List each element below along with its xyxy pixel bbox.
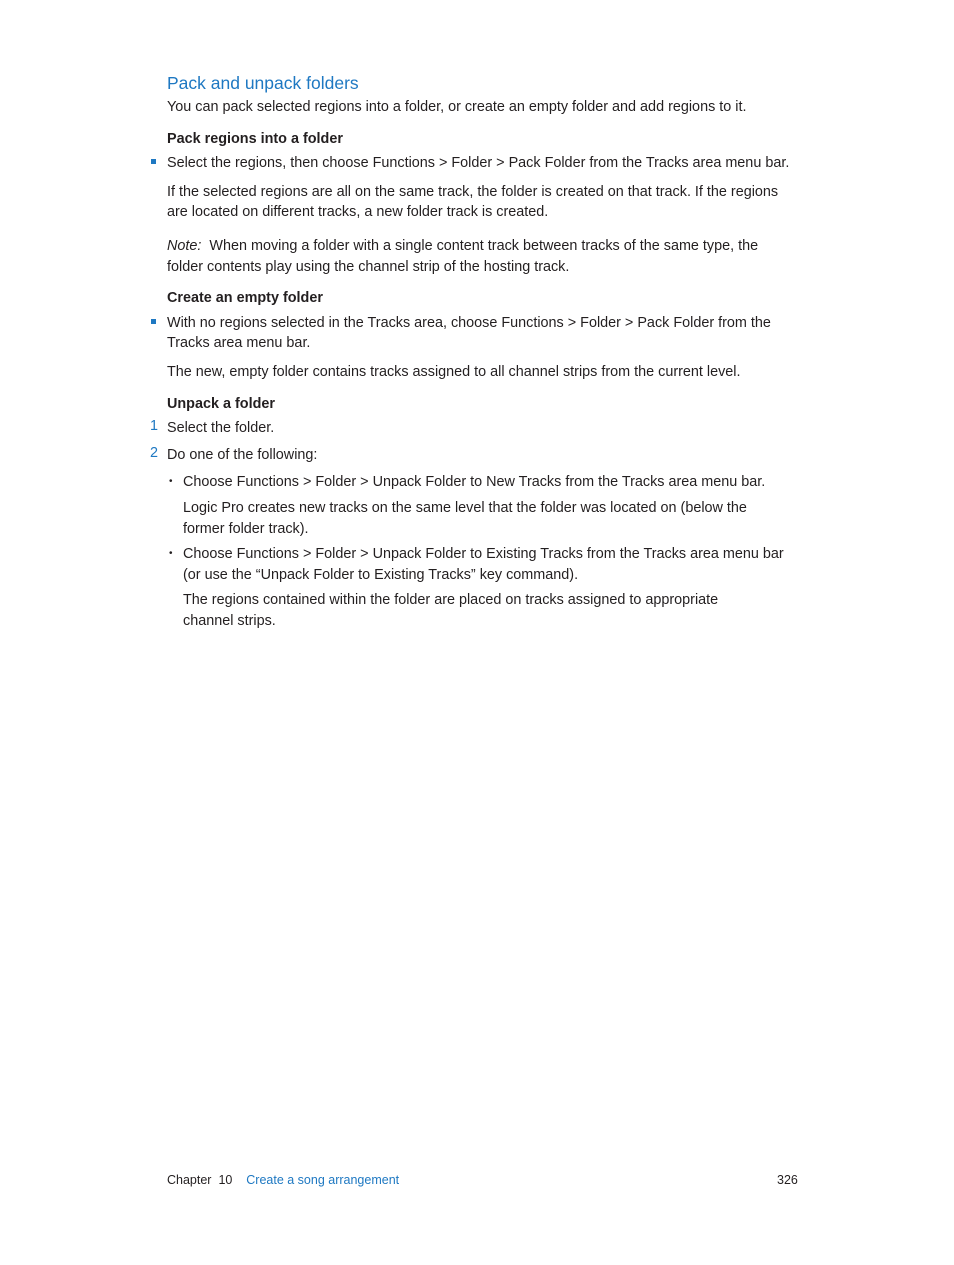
chapter-title-link[interactable]: Create a song arrangement: [246, 1173, 400, 1187]
note-label: Note:: [167, 238, 202, 254]
bullet1: Choose Functions > Folder > Unpack Folder to New Tracks from the Tracks area menu bar.: [183, 474, 766, 490]
section-title: Pack and unpack folders: [167, 73, 359, 93]
unpack-heading: Unpack a folder: [167, 396, 275, 412]
bullet1-para-line2: former folder track).: [183, 521, 309, 537]
pack-para-line1: If the selected regions are all on the same track, the folder is created on that track. If the regions: [167, 184, 779, 200]
bullet2-para-line1: The regions contained within the folder are placed on tracks assigned to appropriate: [183, 592, 719, 608]
step-number: 1: [150, 418, 159, 434]
pack-note-line1: [167, 236, 758, 257]
footer-chapter: [167, 1173, 399, 1187]
chapter-number: 10: [218, 1173, 233, 1187]
bullet-dot-icon: •: [169, 548, 173, 559]
empty-para: The new, empty folder contains tracks assigned to all channel strips from the current level.: [167, 364, 741, 380]
pack-para-line2: are located on different tracks, a new folder track is created.: [167, 204, 549, 220]
note-text: When moving a folder with a single content track between tracks of the same type, the: [209, 238, 759, 254]
pack-note-line2: folder contents play using the channel strip of the hosting track.: [167, 259, 570, 275]
pack-heading: Pack regions into a folder: [167, 131, 343, 147]
step-number: 2: [150, 445, 159, 461]
bullet-dot-icon: •: [169, 476, 173, 487]
bullet2-para-line2: channel strips.: [183, 613, 276, 629]
bullet-square-icon: [151, 319, 156, 324]
chapter-label: Chapter: [167, 1173, 212, 1187]
empty-step-line2: Tracks area menu bar.: [167, 335, 311, 351]
pack-step: Select the regions, then choose Functions > Folder > Pack Folder from the Tracks area menu bar.: [167, 155, 790, 171]
empty-step-line1: With no regions selected in the Tracks area, choose Functions > Folder > Pack Folder from the: [167, 315, 771, 331]
section-intro: You can pack selected regions into a folder, or create an empty folder and add regions to it.: [167, 99, 747, 115]
bullet-square-icon: [151, 159, 156, 164]
unpack-step2: Do one of the following:: [167, 447, 318, 463]
empty-heading: Create an empty folder: [167, 290, 323, 306]
unpack-step1: Select the folder.: [167, 420, 275, 436]
bullet2-line2: (or use the “Unpack Folder to Existing Tracks” key command).: [183, 567, 579, 583]
page-number: 326: [777, 1173, 798, 1187]
bullet1-para-line1: Logic Pro creates new tracks on the same level that the folder was located on (below the: [183, 500, 747, 516]
bullet2-line1: Choose Functions > Folder > Unpack Folder to Existing Tracks from the Tracks area menu bar: [183, 546, 784, 562]
